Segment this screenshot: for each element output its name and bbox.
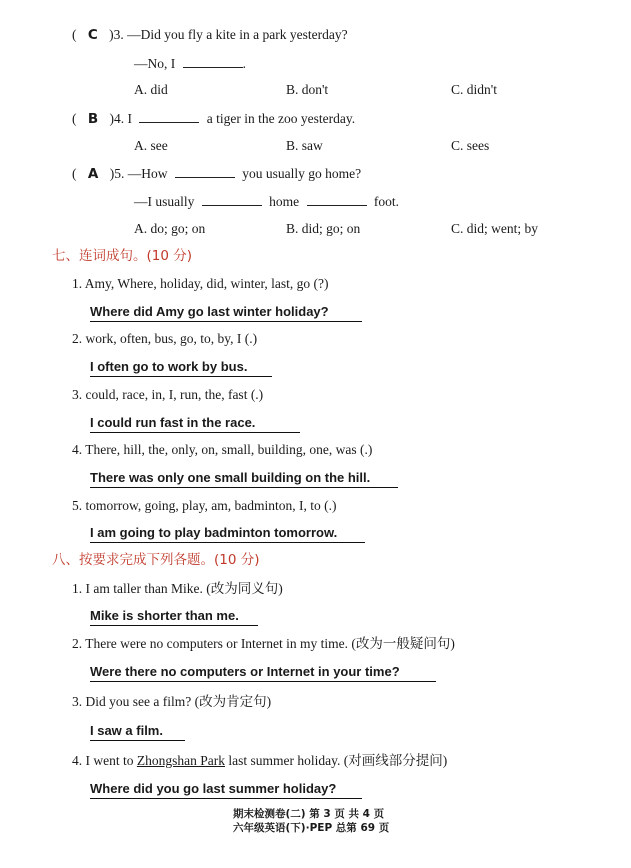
section-7-prompt: 5. tomorrow, going, play, am, badminton, I, to (.) [72,498,337,513]
mc-question-5-reply: —I usually home foot. [134,194,399,209]
footer-page-info: 期末检测卷(二) 第 3 页 共 4 页 [233,808,385,820]
option-a[interactable]: A. did [134,82,168,97]
section-7-prompt: 4. There, hill, the, only, on, small, building, one, was (.) [72,442,373,457]
mc-question-3: ( C )3. —Did you fly a kite in a park yesterday? [72,27,348,43]
section-7-answer[interactable]: I could run fast in the race. [90,415,300,433]
section-7-prompt: 1. Amy, Where, holiday, did, winter, last, go (?) [72,276,329,291]
section-8-answer[interactable]: Mike is shorter than me. [90,608,258,626]
section-7-answer[interactable]: I often go to work by bus. [90,359,272,377]
answer-letter: A [87,166,99,182]
answer-blank[interactable] [307,192,367,206]
section-8-answer[interactable]: Where did you go last summer holiday? [90,781,362,799]
answer-letter: B [87,111,99,127]
section-7-answer[interactable]: There was only one small building on the hill. [90,470,398,488]
section-7-prompt: 2. work, often, bus, go, to, by, I (.) [72,331,258,346]
section-8-answer[interactable]: I saw a film. [90,723,185,741]
option-c[interactable]: C. did; went; by [451,221,538,236]
mc-question-4: ( B )4. I a tiger in the zoo yesterday. [72,111,356,127]
answer-blank[interactable] [139,109,199,123]
option-a[interactable]: A. see [134,138,168,153]
option-b[interactable]: B. saw [286,138,323,153]
footer-book-info: 六年级英语(下)·PEP 总第 69 页 [233,822,390,834]
answer-blank[interactable] [175,164,235,178]
section-8-prompt: 2. There were no computers or Internet in my time. (改为一般疑问句) [72,636,455,651]
answer-blank[interactable] [202,192,262,206]
section-8-prompt: 1. I am taller than Mike. (改为同义句) [72,581,283,596]
option-a[interactable]: A. do; go; on [134,221,206,236]
section-8-prompt: 4. I went to Zhongshan Park last summer holiday. (对画线部分提问) [72,753,448,768]
section-7-title: 七、连词成句。(10 分) [52,248,193,264]
answer-blank[interactable] [183,54,243,68]
section-7-answer[interactable]: Where did Amy go last winter holiday? [90,304,362,322]
option-c[interactable]: C. sees [451,138,490,153]
underlined-phrase: Zhongshan Park [136,753,225,768]
answer-letter: C [87,27,98,43]
section-8-title: 八、按要求完成下列各题。(10 分) [52,552,260,568]
mc-question-3-reply: —No, I . [134,56,246,71]
section-8-prompt: 3. Did you see a film? (改为肯定句) [72,694,272,709]
mc-question-5: ( A )5. —How you usually go home? [72,166,362,182]
option-b[interactable]: B. don't [286,82,329,97]
section-8-answer[interactable]: Were there no computers or Internet in your time? [90,664,436,682]
option-b[interactable]: B. did; go; on [286,221,361,236]
option-c[interactable]: C. didn't [451,82,497,97]
section-7-answer[interactable]: I am going to play badminton tomorrow. [90,525,365,543]
section-7-prompt: 3. could, race, in, I, run, the, fast (.) [72,387,264,402]
